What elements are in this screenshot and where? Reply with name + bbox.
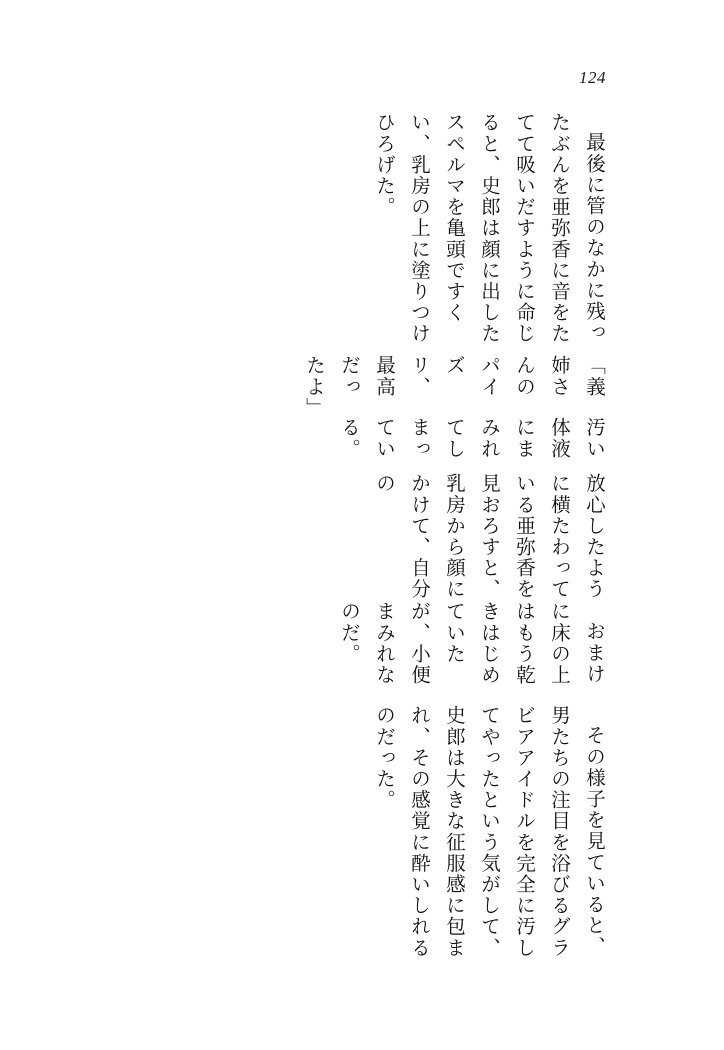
page-number: 124 xyxy=(579,68,606,87)
paragraph: その様子を見ていると、男たちの注目を浴びるグラビアアイドルを完全に汚してやったという気がして、史郎は大きな征服感に包まれ、その感覚に酔いしれるのだった。 xyxy=(373,705,606,959)
paragraph: おまけに床の上はもう乾きはじめていたが、小便まみれなのだ。 xyxy=(338,601,606,686)
paragraph: 最後に管のなかに残ったぶんを亜弥香に音をたてて吸いだすように命じると、史郎は顔に出したスペルマを亀頭ですくい、乳房の上に塗りつけひろげた。 xyxy=(373,112,606,345)
body-text-block xyxy=(92,112,612,972)
paragraph: 汚い体液にまみれてしまっている。 xyxy=(338,417,606,460)
paragraph: 放心したように横たわっている亜弥香を見おろすと、乳房から顔にかけて、自分の xyxy=(373,472,606,600)
paragraph: 「義姉さんのパイズリ、最高だったよ」 xyxy=(303,354,606,419)
